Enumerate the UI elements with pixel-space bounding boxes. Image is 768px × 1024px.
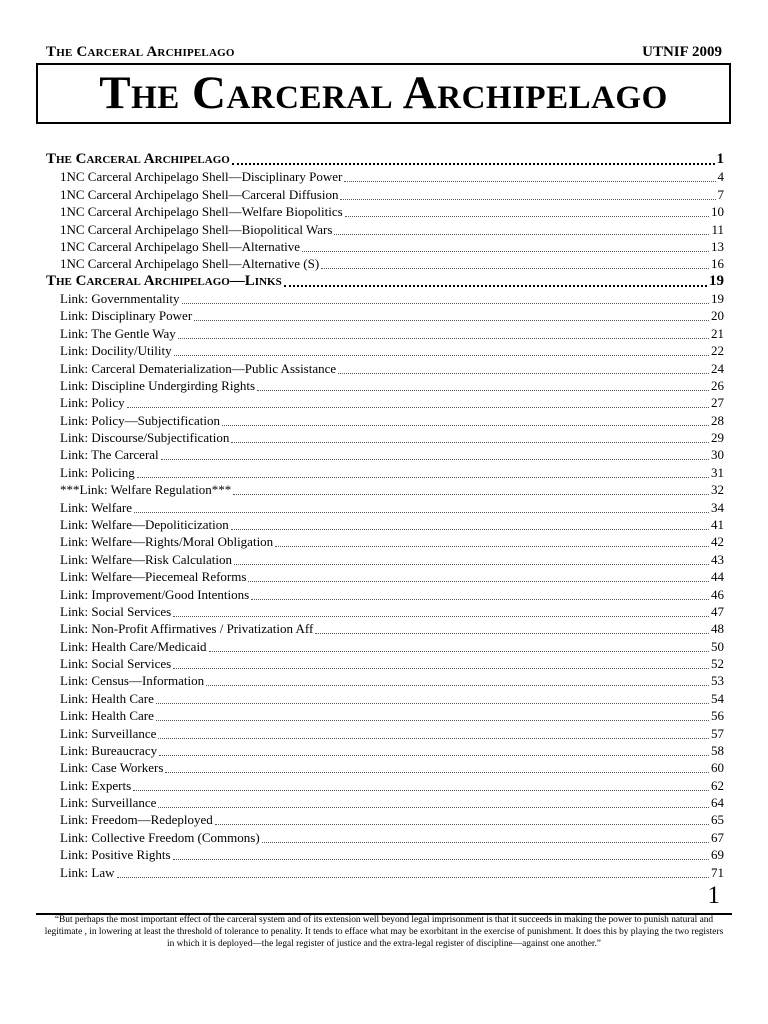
toc-leader-dots [134, 511, 709, 513]
toc-entry-label: 1NC Carceral Archipelago Shell—Alternative (S) [60, 256, 320, 272]
toc-entry-page: 42 [711, 534, 724, 550]
toc-entry-label: Link: Discipline Undergirding Rights [60, 377, 256, 393]
toc-entry-label: Link: The Carceral [60, 447, 159, 463]
toc-entry-page: 26 [711, 377, 724, 393]
toc-leader-dots [284, 284, 707, 287]
toc-entry-page: 69 [711, 847, 724, 863]
toc-leader-dots [222, 424, 709, 426]
toc-entry-label: ***Link: Welfare Regulation*** [60, 482, 232, 498]
toc-leader-dots [194, 319, 709, 321]
toc-entry[interactable] [46, 394, 724, 411]
toc-entry-label: Link: Welfare—Piecemeal Reforms [60, 569, 247, 585]
toc-entry-label: Link: Surveillance [60, 725, 157, 741]
toc-entry[interactable] [46, 446, 724, 463]
toc-entry-label: 1NC Carceral Archipelago Shell—Carceral Diffusion [60, 186, 339, 202]
toc-entry[interactable] [46, 655, 724, 672]
toc-entry-page: 32 [711, 482, 724, 498]
toc-leader-dots [232, 162, 715, 165]
toc-entry[interactable] [46, 186, 724, 203]
toc-entry-label: Link: Social Services [60, 656, 172, 672]
toc-entry-label: Link: Policy—Subjectification [60, 412, 220, 428]
toc-entry-page: 47 [711, 603, 724, 619]
footer-quote: “But perhaps the most important effect of the carceral system and of its extension well beyond legal imprisonment is that it succeeds in making the power to punish natural and legitimate , in lowering at least the threshold of tolerance to penality. It tends to efface what may be exorbitant in the exercise of punishment. It does this by playing the two registers in which it is deployed—the legal register of justice and the extra-legal register of discipline—against one another.” [44, 915, 724, 949]
toc-entry-label: Link: Policy [60, 395, 125, 411]
title-box [36, 63, 731, 124]
toc-leader-dots [159, 754, 709, 756]
toc-entry[interactable] [46, 586, 724, 603]
toc-entry-label: Link: Collective Freedom (Commons) [60, 829, 260, 845]
toc-entry-page: 58 [711, 742, 724, 758]
toc-leader-dots [215, 823, 709, 825]
toc-entry[interactable] [46, 794, 724, 811]
toc-leader-dots [251, 598, 709, 600]
toc-leader-dots [338, 372, 709, 374]
toc-leader-dots [257, 389, 709, 391]
toc-entry-page: 19 [709, 272, 724, 289]
toc-entry-page: 60 [711, 760, 724, 776]
toc-entry-label: Link: Welfare [60, 499, 132, 515]
toc-entry-label: 1NC Carceral Archipelago Shell—Welfare Biopolitics [60, 204, 343, 220]
toc-leader-dots [173, 667, 709, 669]
toc-entry-label: Link: Carceral Dematerialization—Public Assistance [60, 360, 337, 376]
toc-entry-label: Link: Case Workers [60, 760, 164, 776]
toc-entry-page: 24 [711, 360, 724, 376]
toc-entry-label: Link: Health Care/Medicaid [60, 638, 207, 654]
toc-entry-label: 1NC Carceral Archipelago Shell—Biopolitical Wars [60, 221, 333, 237]
toc-entry[interactable] [46, 464, 724, 481]
toc-entry[interactable] [46, 238, 724, 255]
toc-section-entry[interactable] [46, 151, 724, 168]
toc-entry[interactable] [46, 221, 724, 238]
toc-leader-dots [321, 267, 709, 269]
toc-entry-label: Link: Disciplinary Power [60, 308, 193, 324]
toc-leader-dots [315, 632, 709, 634]
toc-entry-label: Link: The Gentle Way [60, 325, 176, 341]
toc-entry-label: Link: Surveillance [60, 795, 157, 811]
toc-entry[interactable] [46, 568, 724, 585]
toc-entry[interactable] [46, 725, 724, 742]
toc-entry[interactable] [46, 307, 724, 324]
toc-entry[interactable] [46, 342, 724, 359]
toc-entry[interactable] [46, 690, 724, 707]
toc-leader-dots [182, 302, 709, 304]
toc-entry-label: 1NC Carceral Archipelago Shell—Alternative [60, 238, 301, 254]
toc-entry-label: Link: Positive Rights [60, 847, 171, 863]
toc-leader-dots [158, 737, 709, 739]
document-title: The Carceral Archipelago [99, 67, 668, 119]
toc-entry-page: 22 [711, 343, 724, 359]
toc-leader-dots [156, 719, 709, 721]
toc-leader-dots [133, 789, 709, 791]
toc-leader-dots [262, 841, 709, 843]
toc-entry[interactable] [46, 638, 724, 655]
toc-leader-dots [173, 858, 709, 860]
toc-leader-dots [161, 458, 709, 460]
toc-entry-label: Link: Policing [60, 464, 135, 480]
toc-leader-dots [209, 650, 709, 652]
toc-entry[interactable] [46, 255, 724, 272]
toc-entry-label: Link: Docility/Utility [60, 343, 172, 359]
toc-entry-page: 30 [711, 447, 724, 463]
toc-leader-dots [174, 354, 709, 356]
toc-leader-dots [178, 337, 709, 339]
toc-entry-page: 57 [711, 725, 724, 741]
toc-entry-label: Link: Health Care [60, 690, 154, 706]
toc-entry-page: 62 [711, 777, 724, 793]
toc-leader-dots [231, 441, 709, 443]
toc-entry-page: 29 [711, 430, 724, 446]
running-header-tournament: UTNIF 2009 [642, 44, 722, 60]
toc-entry-page: 71 [711, 864, 724, 880]
toc-entry[interactable] [46, 533, 724, 550]
toc-entry-page: 11 [711, 221, 724, 237]
toc-leader-dots [165, 771, 709, 773]
toc-entry-page: 13 [711, 238, 724, 254]
toc-leader-dots [334, 233, 709, 235]
toc-entry[interactable] [46, 777, 724, 794]
toc-entry-label: Link: Experts [60, 777, 132, 793]
toc-entry-label: Link: Census—Information [60, 673, 205, 689]
toc-entry[interactable] [46, 811, 724, 828]
toc-entry-label: Link: Social Services [60, 603, 172, 619]
toc-leader-dots [173, 615, 709, 617]
toc-entry-page: 43 [711, 551, 724, 567]
toc-section-entry[interactable] [46, 273, 724, 290]
toc-entry-page: 54 [711, 690, 724, 706]
toc-entry-label: The Carceral Archipelago—Links [46, 272, 282, 289]
running-header-title: The Carceral Archipelago [46, 44, 235, 60]
toc-entry-page: 50 [711, 638, 724, 654]
toc-leader-dots [156, 702, 709, 704]
toc-leader-dots [231, 528, 709, 530]
toc-entry-label: Link: Non-Profit Affirmatives / Privatization Aff [60, 621, 314, 637]
toc-entry-label: Link: Freedom—Redeployed [60, 812, 213, 828]
toc-entry[interactable] [46, 620, 724, 637]
page-number: 1 [707, 882, 720, 909]
toc-entry[interactable] [46, 551, 724, 568]
toc-entry-label: 1NC Carceral Archipelago Shell—Disciplinary Power [60, 169, 343, 185]
toc-entry[interactable] [46, 864, 724, 881]
toc-entry-label: Link: Bureaucracy [60, 742, 158, 758]
toc-entry-page: 20 [711, 308, 724, 324]
toc-entry-label: The Carceral Archipelago [46, 151, 230, 167]
toc-entry[interactable] [46, 203, 724, 220]
toc-entry-page: 64 [711, 795, 724, 811]
toc-entry-page: 1 [716, 151, 724, 167]
toc-entry-page: 41 [711, 516, 724, 532]
toc-leader-dots [275, 545, 709, 547]
toc-entry-page: 67 [711, 829, 724, 845]
toc-leader-dots [344, 180, 715, 182]
toc-entry[interactable] [46, 707, 724, 724]
toc-entry-page: 19 [711, 291, 724, 307]
toc-entry[interactable] [46, 290, 724, 307]
toc-entry-page: 56 [711, 708, 724, 724]
toc-entry-page: 65 [711, 812, 724, 828]
toc-entry-label: Link: Law [60, 864, 115, 880]
toc-leader-dots [158, 806, 709, 808]
toc-entry-label: Link: Improvement/Good Intentions [60, 586, 250, 602]
toc-entry[interactable] [46, 516, 724, 533]
toc-entry[interactable] [46, 377, 724, 394]
toc-entry[interactable] [46, 168, 724, 185]
toc-entry-label: Link: Health Care [60, 708, 154, 724]
toc-entry-page: 4 [717, 169, 724, 185]
toc-leader-dots [233, 493, 709, 495]
toc-entry[interactable] [46, 499, 724, 516]
toc-leader-dots [117, 876, 709, 878]
toc-leader-dots [137, 476, 709, 478]
toc-entry[interactable] [46, 672, 724, 689]
toc-entry-page: 31 [711, 464, 724, 480]
toc-entry-page: 46 [711, 586, 724, 602]
toc-entry[interactable] [46, 412, 724, 429]
toc-entry-page: 28 [711, 412, 724, 428]
toc-entry-label: Link: Welfare—Depoliticization [60, 516, 229, 532]
toc-entry[interactable] [46, 759, 724, 776]
toc-leader-dots [127, 406, 709, 408]
toc-entry[interactable] [46, 325, 724, 342]
toc-leader-dots [340, 198, 715, 200]
toc-entry[interactable] [46, 846, 724, 863]
toc-leader-dots [206, 684, 709, 686]
toc-entry-page: 53 [711, 673, 724, 689]
toc-leader-dots [302, 250, 709, 252]
toc-entry[interactable] [46, 481, 724, 498]
toc-entry[interactable] [46, 742, 724, 759]
toc-entry-page: 48 [711, 621, 724, 637]
toc-entry-label: Link: Discourse/Subjectification [60, 430, 230, 446]
toc-entry-page: 7 [717, 186, 724, 202]
toc-entry[interactable] [46, 603, 724, 620]
toc-entry-page: 10 [711, 204, 724, 220]
toc-entry-label: Link: Welfare—Risk Calculation [60, 551, 233, 567]
toc-entry[interactable] [46, 829, 724, 846]
toc-leader-dots [234, 563, 709, 565]
toc-entry-page: 34 [711, 499, 724, 515]
toc-entry-page: 16 [711, 256, 724, 272]
toc-entry[interactable] [46, 429, 724, 446]
toc-entry-label: Link: Welfare—Rights/Moral Obligation [60, 534, 274, 550]
toc-entry-page: 52 [711, 656, 724, 672]
running-header [46, 44, 722, 62]
toc-entry-page: 44 [711, 569, 724, 585]
toc-entry-page: 21 [711, 325, 724, 341]
toc-entry-page: 27 [711, 395, 724, 411]
toc-leader-dots [248, 580, 709, 582]
toc-entry-label: Link: Governmentality [60, 291, 180, 307]
toc-entry[interactable] [46, 360, 724, 377]
toc-leader-dots [345, 215, 709, 217]
